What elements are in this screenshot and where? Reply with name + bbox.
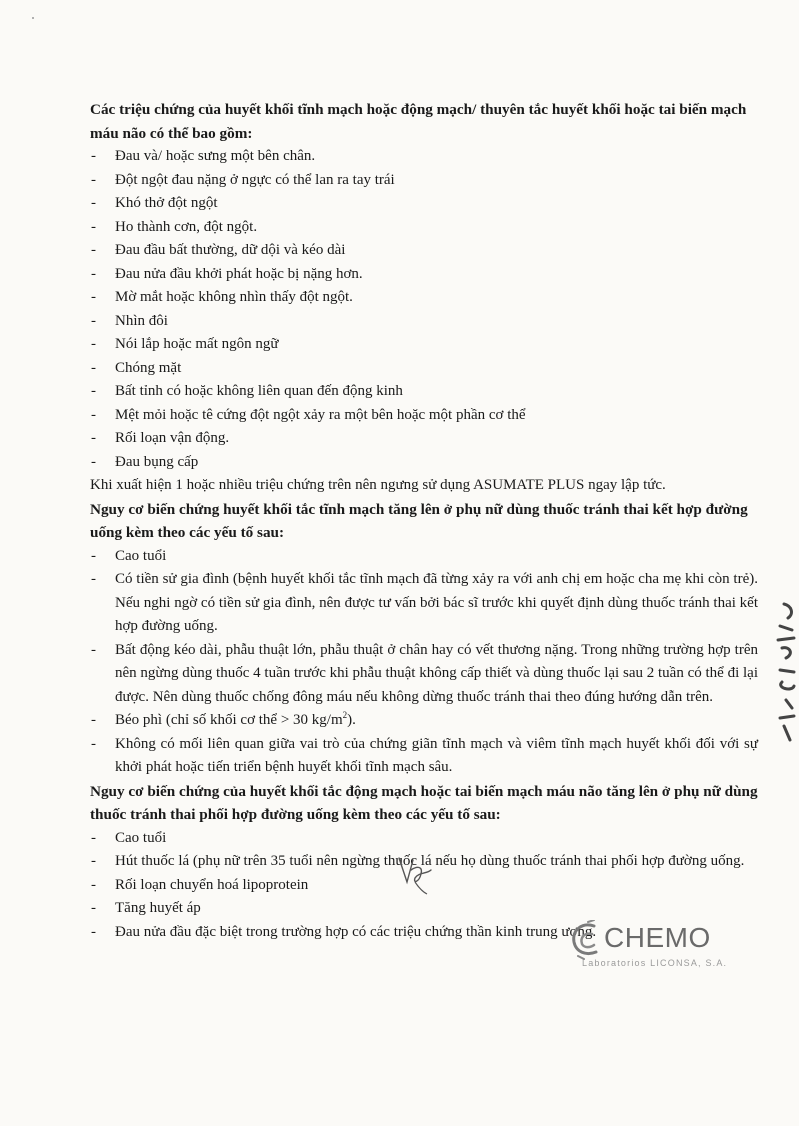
list-item: - Chóng mặt xyxy=(90,357,758,381)
section2-heading: Nguy cơ biến chứng huyết khối tắc tĩnh mạch tăng lên ở phụ nữ dùng thuốc tránh thai kết hợp đường uống kèm theo các yếu tố sau: xyxy=(90,500,748,541)
list-item: - Nhìn đôi xyxy=(90,310,758,334)
section3-heading: Nguy cơ biến chứng của huyết khối tắc động mạch hoặc tai biến mạch máu não tăng lên ở phụ nữ dùng thuốc tránh thai phối hợp đường uống kèm theo các yếu tố sau: xyxy=(90,782,758,823)
list-item: - Cao tuổi xyxy=(90,827,758,851)
list-item: - Khó thở đột ngột xyxy=(90,192,758,216)
stop-use-note: Khi xuất hiện 1 hoặc nhiều triệu chứng trên nên ngưng sử dụng ASUMATE PLUS ngay lập tức. xyxy=(90,477,666,493)
list-item-obesity xyxy=(90,709,758,733)
scan-speck xyxy=(32,17,34,19)
list-item: - Rối loạn chuyển hoá lipoprotein xyxy=(90,874,758,898)
venous-risk-list xyxy=(90,545,758,780)
list-item: - Đau đầu bất thường, dữ dội và kéo dài xyxy=(90,239,758,263)
list-item: - Đau bụng cấp xyxy=(90,451,758,475)
logo-subtitle: Laboratorios LICONSA, S.A. xyxy=(582,958,728,968)
signature-mark xyxy=(393,852,439,896)
list-item: - Đau nửa đầu khởi phát hoặc bị nặng hơn. xyxy=(90,263,758,287)
list-item: - Mệt mỏi hoặc tê cứng đột ngột xảy ra một bên hoặc một phần cơ thể xyxy=(90,404,758,428)
chemo-logo xyxy=(568,918,748,972)
list-item: - Mờ mắt hoặc không nhìn thấy đột ngột. xyxy=(90,286,758,310)
superscript: 2 xyxy=(342,710,348,720)
list-item: - Hút thuốc lá (phụ nữ trên 35 tuổi nên ngừng thuốc lá nếu họ dùng thuốc tránh thai phối hợp đường uống. xyxy=(90,850,758,874)
list-item: - Bất tỉnh có hoặc không liên quan đến động kinh xyxy=(90,380,758,404)
list-item: - Bất động kéo dài, phẫu thuật lớn, phẫu thuật ở chân hay có vết thương nặng. Trong những trường hợp trên nên ngừng dùng thuốc 4 tuần trước khi phẫu thuật không cấp thiết và dùng thuốc lại sau 2 tuần có thể đi lại được. Nên dùng thuốc chống đông máu nếu không dừng thuốc tránh thai theo đúng hướng dẫn trên. xyxy=(90,639,758,710)
chemo-swirl-icon xyxy=(568,920,602,960)
obesity-end: ). xyxy=(347,712,356,728)
list-item: - Đột ngột đau nặng ở ngực có thể lan ra tay trái xyxy=(90,169,758,193)
list-item: - Nói lắp hoặc mất ngôn ngữ xyxy=(90,333,758,357)
list-item: - Đau và/ hoặc sưng một bên chân. xyxy=(90,145,758,169)
list-item: - Tăng huyết áp xyxy=(90,897,758,921)
list-item: - Đau nửa đầu đặc biệt trong trường hợp có các triệu chứng thần kinh trung ương. xyxy=(90,921,758,945)
list-item: - Rối loạn vận động. xyxy=(90,427,758,451)
logo-word: CHEMO xyxy=(604,922,711,953)
symptom-list xyxy=(90,145,758,474)
document-page xyxy=(90,98,758,944)
edge-stamp-fragment xyxy=(772,600,798,750)
list-item: - Ho thành cơn, đột ngột. xyxy=(90,216,758,240)
obesity-text: Béo phì (chỉ số khối cơ thể > 30 kg/m xyxy=(115,712,343,728)
list-item: - Có tiền sử gia đình (bệnh huyết khối tắc tĩnh mạch đã từng xảy ra với anh chị em hoặc cha mẹ khi còn trẻ). Nếu nghi ngờ có tiền sử gia đình, nên được tư vấn bởi bác sĩ trước khi quyết định dùng thuốc tránh thai kết hợp đường uống. xyxy=(90,568,758,639)
section1-heading: Các triệu chứng của huyết khối tĩnh mạch hoặc động mạch/ thuyên tắc huyết khối hoặc tai biến mạch máu não có thể bao gồm: xyxy=(90,101,747,142)
list-item: - Không có mối liên quan giữa vai trò của chứng giãn tĩnh mạch và viêm tĩnh mạch huyết khối đối với sự khởi phát hoặc tiến triển bệnh huyết khối tĩnh mạch sâu. xyxy=(90,733,758,780)
list-item: - Cao tuổi xyxy=(90,545,758,569)
